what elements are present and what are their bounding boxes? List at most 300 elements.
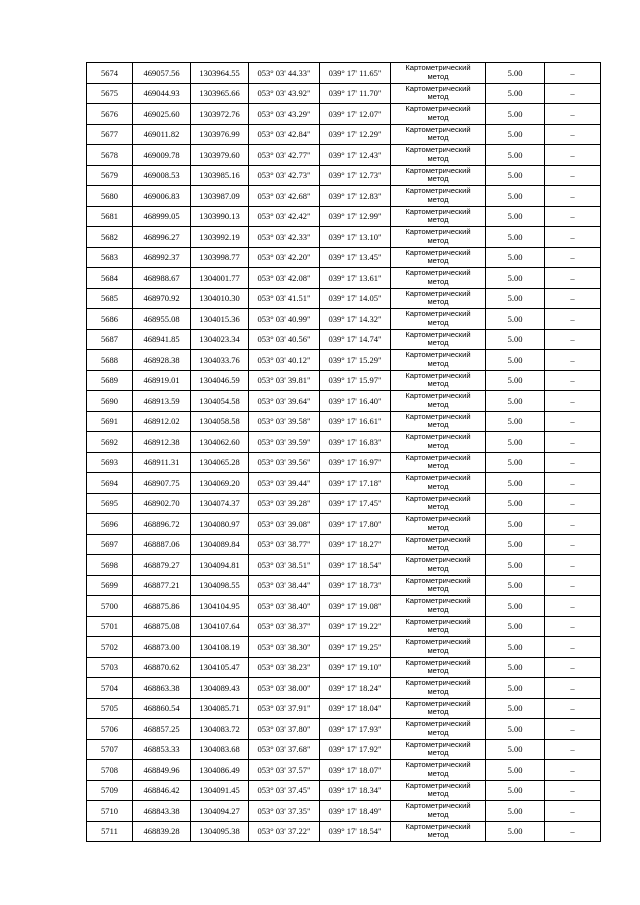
table-row (87, 186, 601, 207)
method-line: метод (427, 645, 449, 655)
note-cell: – (545, 391, 601, 412)
note-cell: – (545, 637, 601, 658)
method-line: Картометрический (405, 370, 471, 380)
x-coordinate-cell: 468999.05 (133, 206, 191, 227)
y-coordinate-cell: 1304086.49 (191, 760, 249, 781)
table-row (87, 104, 601, 125)
accuracy-cell: 5.00 (486, 145, 545, 166)
method-line: метод (427, 830, 449, 840)
method-line: Картометрический (405, 452, 471, 462)
y-coordinate-cell: 1304074.37 (191, 493, 249, 514)
note-cell: – (545, 698, 601, 719)
method-line: Картометрический (405, 698, 471, 708)
latitude-cell: 053° 03' 42.42" (249, 206, 320, 227)
method-line: Картометрический (405, 555, 471, 565)
method-cell (391, 350, 486, 371)
note-cell: – (545, 370, 601, 391)
y-coordinate-cell: 1304015.36 (191, 309, 249, 330)
table-row (87, 678, 601, 699)
longitude-cell: 039° 17' 16.83" (320, 432, 391, 453)
x-coordinate-cell: 468928.38 (133, 350, 191, 371)
table-row (87, 637, 601, 658)
latitude-cell: 053° 03' 43.92" (249, 83, 320, 104)
point-number-cell: 5687 (87, 329, 133, 350)
method-line: Картометрический (405, 821, 471, 831)
note-cell: – (545, 145, 601, 166)
note-cell: – (545, 309, 601, 330)
latitude-cell: 053° 03' 40.12" (249, 350, 320, 371)
x-coordinate-cell: 468988.67 (133, 268, 191, 289)
point-number-cell: 5677 (87, 124, 133, 145)
longitude-cell: 039° 17' 12.99" (320, 206, 391, 227)
note-cell: – (545, 63, 601, 84)
accuracy-cell: 5.00 (486, 350, 545, 371)
x-coordinate-cell: 468896.72 (133, 514, 191, 535)
point-number-cell: 5691 (87, 411, 133, 432)
point-number-cell: 5693 (87, 452, 133, 473)
table-row (87, 124, 601, 145)
point-number-cell: 5710 (87, 801, 133, 822)
table-row (87, 596, 601, 617)
point-number-cell: 5682 (87, 227, 133, 248)
x-coordinate-cell: 469008.53 (133, 165, 191, 186)
note-cell: – (545, 801, 601, 822)
method-line: метод (427, 809, 449, 819)
method-cell (391, 268, 486, 289)
point-number-cell: 5709 (87, 780, 133, 801)
accuracy-cell: 5.00 (486, 678, 545, 699)
accuracy-cell: 5.00 (486, 616, 545, 637)
method-line: метод (427, 666, 449, 676)
y-coordinate-cell: 1303964.55 (191, 63, 249, 84)
y-coordinate-cell: 1304094.81 (191, 555, 249, 576)
method-cell (391, 165, 486, 186)
latitude-cell: 053° 03' 40.99" (249, 309, 320, 330)
table-row (87, 616, 601, 637)
point-number-cell: 5674 (87, 63, 133, 84)
note-cell: – (545, 83, 601, 104)
accuracy-cell: 5.00 (486, 165, 545, 186)
method-line: Картометрический (405, 780, 471, 790)
method-line: Картометрический (405, 124, 471, 134)
note-cell: – (545, 719, 601, 740)
y-coordinate-cell: 1304023.34 (191, 329, 249, 350)
note-cell: – (545, 186, 601, 207)
method-cell (391, 821, 486, 842)
y-coordinate-cell: 1303965.66 (191, 83, 249, 104)
method-cell (391, 801, 486, 822)
latitude-cell: 053° 03' 39.44" (249, 473, 320, 494)
latitude-cell: 053° 03' 40.56" (249, 329, 320, 350)
latitude-cell: 053° 03' 39.58" (249, 411, 320, 432)
method-line: Картометрический (405, 83, 471, 93)
latitude-cell: 053° 03' 38.40" (249, 596, 320, 617)
method-cell (391, 555, 486, 576)
method-cell (391, 719, 486, 740)
longitude-cell: 039° 17' 18.49" (320, 801, 391, 822)
note-cell: – (545, 165, 601, 186)
y-coordinate-cell: 1304095.38 (191, 821, 249, 842)
longitude-cell: 039° 17' 17.80" (320, 514, 391, 535)
point-number-cell: 5686 (87, 309, 133, 330)
x-coordinate-cell: 468860.54 (133, 698, 191, 719)
point-number-cell: 5694 (87, 473, 133, 494)
table-row (87, 739, 601, 760)
method-line: метод (427, 235, 449, 245)
method-cell (391, 411, 486, 432)
method-line: Картометрический (405, 186, 471, 196)
note-cell: – (545, 780, 601, 801)
method-line: метод (427, 502, 449, 512)
method-line: метод (427, 338, 449, 348)
point-number-cell: 5704 (87, 678, 133, 699)
latitude-cell: 053° 03' 41.51" (249, 288, 320, 309)
method-line: метод (427, 440, 449, 450)
method-line: Картометрический (405, 288, 471, 298)
note-cell: – (545, 821, 601, 842)
longitude-cell: 039° 17' 13.10" (320, 227, 391, 248)
note-cell: – (545, 411, 601, 432)
method-line: Картометрический (405, 206, 471, 216)
point-number-cell: 5678 (87, 145, 133, 166)
x-coordinate-cell: 468992.37 (133, 247, 191, 268)
latitude-cell: 053° 03' 43.29" (249, 104, 320, 125)
method-line: метод (427, 133, 449, 143)
method-cell (391, 329, 486, 350)
y-coordinate-cell: 1304104.95 (191, 596, 249, 617)
method-line: Картометрический (405, 801, 471, 811)
accuracy-cell: 5.00 (486, 657, 545, 678)
point-number-cell: 5683 (87, 247, 133, 268)
method-line: метод (427, 317, 449, 327)
note-cell: – (545, 452, 601, 473)
method-line: метод (427, 686, 449, 696)
table-row (87, 555, 601, 576)
latitude-cell: 053° 03' 38.77" (249, 534, 320, 555)
latitude-cell: 053° 03' 37.91" (249, 698, 320, 719)
accuracy-cell: 5.00 (486, 329, 545, 350)
table-row (87, 63, 601, 84)
x-coordinate-cell: 468839.28 (133, 821, 191, 842)
method-line: метод (427, 71, 449, 81)
method-cell (391, 739, 486, 760)
accuracy-cell: 5.00 (486, 514, 545, 535)
table-row (87, 350, 601, 371)
accuracy-cell: 5.00 (486, 206, 545, 227)
table-row (87, 165, 601, 186)
x-coordinate-cell: 468879.27 (133, 555, 191, 576)
note-cell: – (545, 432, 601, 453)
latitude-cell: 053° 03' 37.57" (249, 760, 320, 781)
point-number-cell: 5707 (87, 739, 133, 760)
method-cell (391, 227, 486, 248)
y-coordinate-cell: 1304108.19 (191, 637, 249, 658)
point-number-cell: 5697 (87, 534, 133, 555)
x-coordinate-cell: 468870.62 (133, 657, 191, 678)
y-coordinate-cell: 1304083.68 (191, 739, 249, 760)
method-cell (391, 637, 486, 658)
method-cell (391, 83, 486, 104)
accuracy-cell: 5.00 (486, 801, 545, 822)
method-line: метод (427, 563, 449, 573)
method-cell (391, 473, 486, 494)
method-line: метод (427, 604, 449, 614)
note-cell: – (545, 555, 601, 576)
method-cell (391, 391, 486, 412)
y-coordinate-cell: 1303976.99 (191, 124, 249, 145)
longitude-cell: 039° 17' 18.04" (320, 698, 391, 719)
longitude-cell: 039° 17' 19.22" (320, 616, 391, 637)
method-cell (391, 186, 486, 207)
x-coordinate-cell: 468875.08 (133, 616, 191, 637)
method-line: метод (427, 174, 449, 184)
method-line: метод (427, 707, 449, 717)
method-line: метод (427, 194, 449, 204)
method-line: метод (427, 625, 449, 635)
method-line: Картометрический (405, 719, 471, 729)
latitude-cell: 053° 03' 37.45" (249, 780, 320, 801)
longitude-cell: 039° 17' 19.25" (320, 637, 391, 658)
longitude-cell: 039° 17' 12.07" (320, 104, 391, 125)
accuracy-cell: 5.00 (486, 186, 545, 207)
longitude-cell: 039° 17' 18.34" (320, 780, 391, 801)
point-number-cell: 5681 (87, 206, 133, 227)
point-number-cell: 5706 (87, 719, 133, 740)
y-coordinate-cell: 1304033.76 (191, 350, 249, 371)
method-cell (391, 370, 486, 391)
table-row (87, 534, 601, 555)
method-cell (391, 596, 486, 617)
longitude-cell: 039° 17' 12.83" (320, 186, 391, 207)
point-number-cell: 5698 (87, 555, 133, 576)
method-cell (391, 104, 486, 125)
latitude-cell: 053° 03' 39.59" (249, 432, 320, 453)
accuracy-cell: 5.00 (486, 288, 545, 309)
point-number-cell: 5675 (87, 83, 133, 104)
accuracy-cell: 5.00 (486, 411, 545, 432)
note-cell: – (545, 575, 601, 596)
table-row (87, 760, 601, 781)
longitude-cell: 039° 17' 18.27" (320, 534, 391, 555)
x-coordinate-cell: 468970.92 (133, 288, 191, 309)
method-line: метод (427, 399, 449, 409)
y-coordinate-cell: 1303987.09 (191, 186, 249, 207)
method-cell (391, 452, 486, 473)
accuracy-cell: 5.00 (486, 247, 545, 268)
method-cell (391, 247, 486, 268)
accuracy-cell: 5.00 (486, 227, 545, 248)
note-cell: – (545, 596, 601, 617)
method-line: метод (427, 727, 449, 737)
method-line: Картометрический (405, 309, 471, 319)
point-number-cell: 5685 (87, 288, 133, 309)
method-line: Картометрический (405, 616, 471, 626)
latitude-cell: 053° 03' 37.68" (249, 739, 320, 760)
latitude-cell: 053° 03' 38.30" (249, 637, 320, 658)
table-row (87, 411, 601, 432)
longitude-cell: 039° 17' 11.65" (320, 63, 391, 84)
y-coordinate-cell: 1303979.60 (191, 145, 249, 166)
method-line: Картометрический (405, 350, 471, 360)
method-cell (391, 514, 486, 535)
longitude-cell: 039° 17' 15.29" (320, 350, 391, 371)
latitude-cell: 053° 03' 42.73" (249, 165, 320, 186)
table-row (87, 206, 601, 227)
latitude-cell: 053° 03' 42.77" (249, 145, 320, 166)
point-number-cell: 5688 (87, 350, 133, 371)
method-cell (391, 575, 486, 596)
method-line: метод (427, 481, 449, 491)
accuracy-cell: 5.00 (486, 473, 545, 494)
longitude-cell: 039° 17' 19.10" (320, 657, 391, 678)
y-coordinate-cell: 1304089.43 (191, 678, 249, 699)
latitude-cell: 053° 03' 42.33" (249, 227, 320, 248)
method-line: Картометрический (405, 227, 471, 237)
table-row (87, 247, 601, 268)
method-line: Картометрический (405, 165, 471, 175)
point-number-cell: 5708 (87, 760, 133, 781)
longitude-cell: 039° 17' 17.93" (320, 719, 391, 740)
method-line: Картометрический (405, 63, 471, 73)
method-line: Картометрический (405, 411, 471, 421)
longitude-cell: 039° 17' 19.08" (320, 596, 391, 617)
table-row (87, 309, 601, 330)
note-cell: – (545, 268, 601, 289)
y-coordinate-cell: 1304085.71 (191, 698, 249, 719)
method-cell (391, 63, 486, 84)
note-cell: – (545, 124, 601, 145)
y-coordinate-cell: 1303990.13 (191, 206, 249, 227)
x-coordinate-cell: 469044.93 (133, 83, 191, 104)
y-coordinate-cell: 1304105.47 (191, 657, 249, 678)
y-coordinate-cell: 1304069.20 (191, 473, 249, 494)
y-coordinate-cell: 1303998.77 (191, 247, 249, 268)
table-row (87, 575, 601, 596)
table-row (87, 780, 601, 801)
latitude-cell: 053° 03' 38.00" (249, 678, 320, 699)
accuracy-cell: 5.00 (486, 534, 545, 555)
latitude-cell: 053° 03' 37.80" (249, 719, 320, 740)
accuracy-cell: 5.00 (486, 370, 545, 391)
accuracy-cell: 5.00 (486, 268, 545, 289)
method-line: Картометрический (405, 534, 471, 544)
note-cell: – (545, 678, 601, 699)
y-coordinate-cell: 1304094.27 (191, 801, 249, 822)
y-coordinate-cell: 1303992.19 (191, 227, 249, 248)
y-coordinate-cell: 1304091.45 (191, 780, 249, 801)
point-number-cell: 5705 (87, 698, 133, 719)
x-coordinate-cell: 468887.06 (133, 534, 191, 555)
point-number-cell: 5696 (87, 514, 133, 535)
latitude-cell: 053° 03' 37.35" (249, 801, 320, 822)
y-coordinate-cell: 1303985.16 (191, 165, 249, 186)
x-coordinate-cell: 468912.02 (133, 411, 191, 432)
note-cell: – (545, 206, 601, 227)
method-cell (391, 288, 486, 309)
point-number-cell: 5692 (87, 432, 133, 453)
method-line: Картометрический (405, 678, 471, 688)
y-coordinate-cell: 1304054.58 (191, 391, 249, 412)
method-line: Картометрический (405, 575, 471, 585)
method-line: Картометрический (405, 473, 471, 483)
longitude-cell: 039° 17' 17.18" (320, 473, 391, 494)
x-coordinate-cell: 468849.96 (133, 760, 191, 781)
method-cell (391, 678, 486, 699)
method-line: Картометрический (405, 493, 471, 503)
method-line: метод (427, 256, 449, 266)
latitude-cell: 053° 03' 37.22" (249, 821, 320, 842)
y-coordinate-cell: 1304065.28 (191, 452, 249, 473)
y-coordinate-cell: 1304089.84 (191, 534, 249, 555)
longitude-cell: 039° 17' 13.61" (320, 268, 391, 289)
method-line: Картометрический (405, 268, 471, 278)
coordinates-table (86, 62, 601, 842)
x-coordinate-cell: 468863.38 (133, 678, 191, 699)
table-row (87, 493, 601, 514)
point-number-cell: 5684 (87, 268, 133, 289)
longitude-cell: 039° 17' 16.97" (320, 452, 391, 473)
x-coordinate-cell: 468857.25 (133, 719, 191, 740)
x-coordinate-cell: 468902.70 (133, 493, 191, 514)
table-row (87, 452, 601, 473)
y-coordinate-cell: 1304080.97 (191, 514, 249, 535)
accuracy-cell: 5.00 (486, 63, 545, 84)
method-line: метод (427, 358, 449, 368)
point-number-cell: 5700 (87, 596, 133, 617)
table-row (87, 268, 601, 289)
longitude-cell: 039° 17' 18.54" (320, 555, 391, 576)
method-cell (391, 309, 486, 330)
method-cell (391, 780, 486, 801)
y-coordinate-cell: 1304062.60 (191, 432, 249, 453)
note-cell: – (545, 247, 601, 268)
method-line: метод (427, 789, 449, 799)
method-cell (391, 206, 486, 227)
point-number-cell: 5680 (87, 186, 133, 207)
method-line: Картометрический (405, 145, 471, 155)
table-row (87, 391, 601, 412)
x-coordinate-cell: 469006.83 (133, 186, 191, 207)
point-number-cell: 5695 (87, 493, 133, 514)
accuracy-cell: 5.00 (486, 760, 545, 781)
accuracy-cell: 5.00 (486, 596, 545, 617)
y-coordinate-cell: 1304058.58 (191, 411, 249, 432)
method-line: Картометрический (405, 104, 471, 114)
x-coordinate-cell: 468919.01 (133, 370, 191, 391)
note-cell: – (545, 493, 601, 514)
longitude-cell: 039° 17' 12.43" (320, 145, 391, 166)
longitude-cell: 039° 17' 14.05" (320, 288, 391, 309)
x-coordinate-cell: 469057.56 (133, 63, 191, 84)
accuracy-cell: 5.00 (486, 104, 545, 125)
x-coordinate-cell: 469011.82 (133, 124, 191, 145)
latitude-cell: 053° 03' 38.23" (249, 657, 320, 678)
latitude-cell: 053° 03' 38.37" (249, 616, 320, 637)
latitude-cell: 053° 03' 38.51" (249, 555, 320, 576)
y-coordinate-cell: 1304010.30 (191, 288, 249, 309)
method-line: метод (427, 748, 449, 758)
note-cell: – (545, 534, 601, 555)
y-coordinate-cell: 1303972.76 (191, 104, 249, 125)
method-line: метод (427, 153, 449, 163)
method-line: метод (427, 768, 449, 778)
method-line: Картометрический (405, 514, 471, 524)
table-row (87, 657, 601, 678)
longitude-cell: 039° 17' 18.73" (320, 575, 391, 596)
accuracy-cell: 5.00 (486, 493, 545, 514)
accuracy-cell: 5.00 (486, 719, 545, 740)
method-cell (391, 760, 486, 781)
